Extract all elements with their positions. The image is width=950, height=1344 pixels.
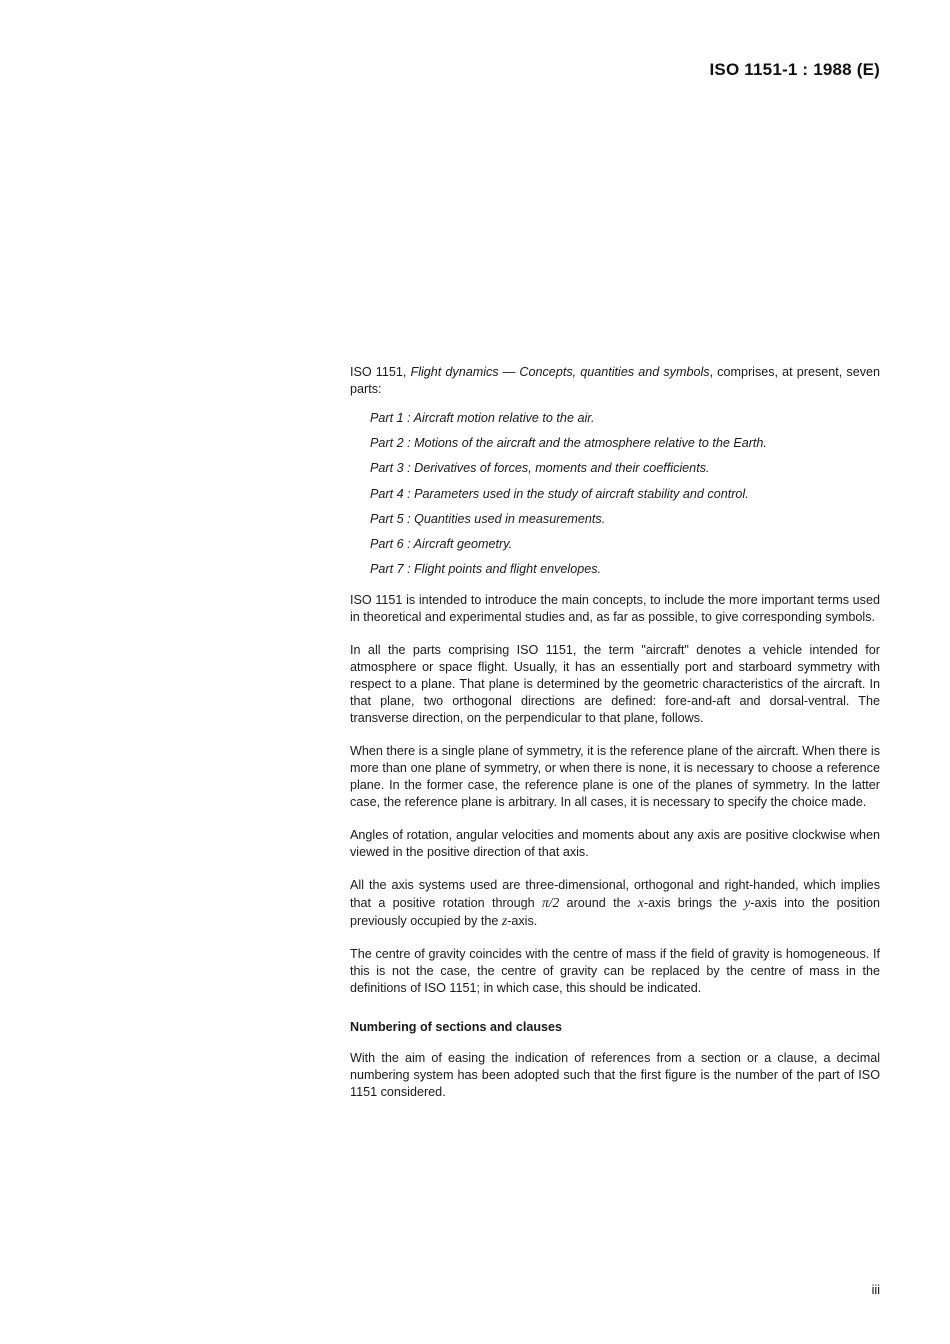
part-item: Part 3 : Derivatives of forces, moments and their coefficients. [370, 461, 710, 476]
intro-prefix: ISO 1151, [350, 365, 411, 379]
axis-systems-paragraph: All the axis systems used are three-dimensional, orthogonal and right-handed, which implies that a positive rotation through π/2 around the x-axis brings the y-axis into the position previously occupied by the z-axis. [350, 878, 880, 929]
scope-paragraph: ISO 1151 is intended to introduce the main concepts, to include the more important terms used in theoretical and experimental studies and, as far as possible, to give corresponding symbols. [350, 593, 880, 625]
aircraft-definition-paragraph: In all the parts comprising ISO 1151, the term "aircraft" denotes a vehicle intended for atmosphere or space flight. Usually, it has an essentially port and starboard symmetry with respect to a plane. That plane is determined by the geometric characteristics of the aircraft. In that plane, two orthogonal directions are defined: fore-and-aft and dorsal-ventral. The transverse direction, on the perpendicular to that plane, follows. [350, 643, 880, 726]
page-number: iii [871, 1283, 880, 1297]
part-item: Part 6 : Aircraft geometry. [370, 536, 513, 551]
foreword-body [350, 364, 880, 1117]
part-item: Part 5 : Quantities used in measurements. [370, 511, 606, 526]
part-item: Part 1 : Aircraft motion relative to the air. [370, 411, 595, 425]
y-symbol: y [744, 895, 751, 911]
z-symbol: z [501, 913, 508, 929]
standard-title: Flight dynamics — Concepts, quantities and symbols [410, 365, 710, 379]
reference-plane-paragraph: When there is a single plane of symmetry, it is the reference plane of the aircraft. When there is more than one plane of symmetry, or when there is none, it is necessary to choose a reference plane. In the former case, the reference plane is one of the planes of symmetry. In the latter case, the reference plane is arbitrary. In all cases, it is necessary to specify the choice made. [350, 744, 880, 810]
parts-list [370, 410, 880, 578]
part-item: Part 2 : Motions of the aircraft and the atmosphere relative to the Earth. [370, 436, 767, 451]
intro-paragraph [350, 364, 880, 398]
intro-suffix: , comprises, at present, seven parts: [350, 365, 880, 396]
x-symbol: x [637, 895, 644, 911]
document-header: ISO 1151-1 : 1988 (E) [709, 60, 880, 79]
part-item: Part 4 : Parameters used in the study of aircraft stability and control. [370, 486, 749, 501]
pi-over-two: π/2 [541, 895, 560, 911]
rotation-sign-paragraph: Angles of rotation, angular velocities and moments about any axis are positive clockwise when viewed in the positive direction of that axis. [350, 828, 880, 860]
centre-of-gravity-paragraph: The centre of gravity coincides with the centre of mass if the field of gravity is homogeneous. If this is not the case, the centre of gravity can be replaced by the centre of mass in the definitions of ISO 1151; in which case, this should be indicated. [350, 947, 880, 996]
numbering-paragraph: With the aim of easing the indication of references from a section or a clause, a decimal numbering system has been adopted such that the first figure is the number of the part of ISO 1151 considered. [350, 1051, 880, 1100]
section-heading: Numbering of sections and clauses [350, 1020, 563, 1035]
part-item: Part 7 : Flight points and flight envelopes. [370, 562, 602, 577]
